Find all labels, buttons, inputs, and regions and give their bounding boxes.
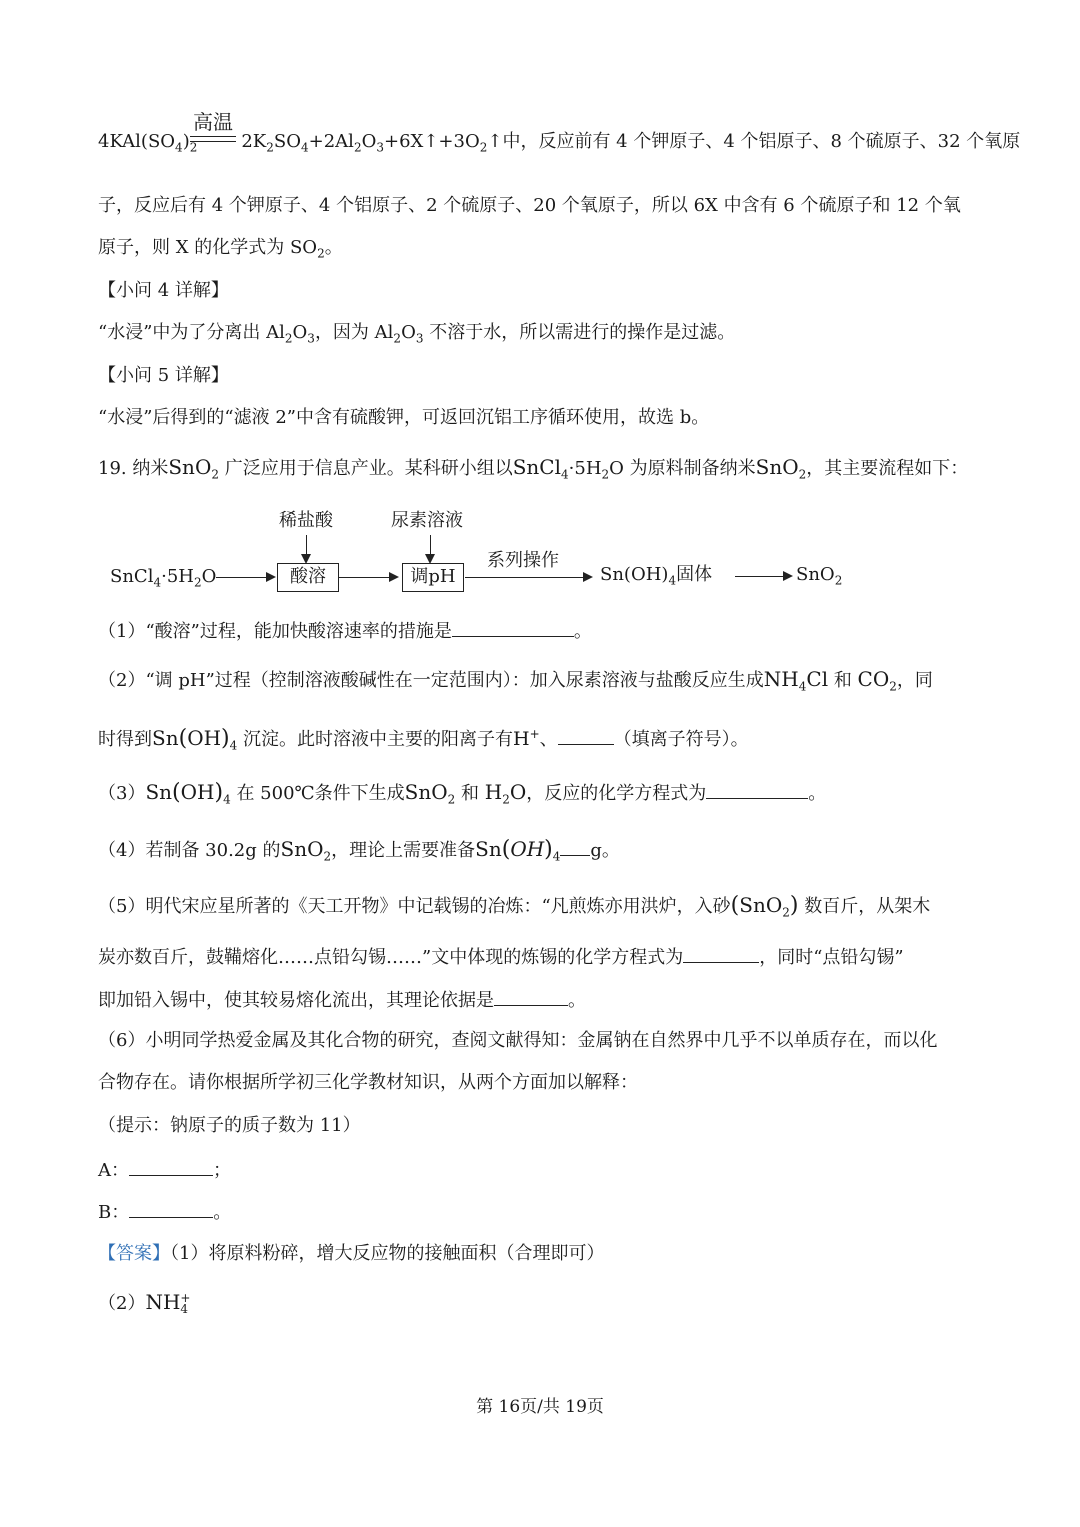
flow-arrow-3-line	[465, 577, 585, 578]
answer-blank-4[interactable]	[560, 837, 590, 856]
q4-heading: 【小问 4 详解】	[98, 280, 229, 301]
question-6-line-1: （6）小明同学热爱金属及其化合物的研究，查阅文献得知：金属钠在自然界中几乎不以单质存在，而以化	[98, 1030, 938, 1051]
answer-blank-5a[interactable]	[683, 944, 759, 963]
flow-final-product: SnO$_2$	[796, 564, 843, 588]
answer-tag: 【答案】	[98, 1243, 170, 1264]
answer-blank-6b[interactable]	[129, 1199, 213, 1218]
question-3: $(3)Sn(OH)_4$ 在 500℃条件下生成SnO$_2$ 和 $H_2O$，反应的化学方程式为 。	[98, 780, 827, 807]
flow-start-material: $SnCl_4\cdot 5H_2O$	[110, 566, 217, 590]
q19-intro: 19. 纳米SnO$_2$ 广泛应用于信息产业。某科研小组以$SnCl_4\cdot 5H_2O$ 为原料制备纳米SnO$_2$，其主要流程如下：	[98, 455, 969, 482]
flow-box-adjust-ph: 调pH	[402, 563, 464, 592]
flow-input-1-label: 稀盐酸	[279, 510, 333, 531]
answer-blank-6a[interactable]	[129, 1157, 213, 1176]
question-5-line-2: 炭亦数百斤，鼓鞴熔化……点铅勾锡……”文中体现的炼锡的化学方程式为 ，同时“点铅勾锡”	[98, 944, 904, 970]
explanation-line-3: 原子，则 X 的化学式为 $SO_2$。	[98, 237, 343, 261]
flow-arrow-4-head	[783, 571, 793, 581]
answer-blank-2[interactable]	[558, 726, 614, 745]
question-5-line-3: 即加铅入锡中，使其较易熔化流出，其理论依据是 。	[98, 987, 586, 1013]
q5-explanation: “水浸”后得到的“滤液 2”中含有硫酸钾，可返回沉铝工序循环使用，故选 b。	[98, 407, 710, 428]
reaction-condition: 高温	[193, 110, 233, 134]
question-2-line-1: （2）“调 pH”过程（控制溶液酸碱性在一定范围内）：加入尿素溶液与盐酸反应生成$NH_4Cl$ 和 $CO_2$，同	[98, 667, 933, 694]
page-footer: 第 16页/共 19页	[476, 1397, 604, 1417]
question-1: （1）“酸溶”过程，能加快酸溶速率的措施是 。	[98, 618, 592, 644]
question-5-line-1: （5）明代宋应星所著的《天工开物》中记载锡的冶炼：“凡煎炼亦用洪炉，入砂(SnO$_2$) 数百斤，从架木	[98, 893, 931, 920]
flow-arrow-3-head	[583, 572, 593, 582]
flow-arrow-1-line	[216, 577, 268, 578]
answer-blank-3[interactable]	[706, 780, 808, 799]
q5-heading: 【小问 5 详解】	[98, 365, 229, 386]
explanation-line-2: 子，反应后有 4 个钾原子、4 个铝原子、2 个硫原子、20 个氧原子，所以 6X 中含有 6 个硫原子和 12 个氧	[98, 195, 961, 216]
flow-box-acid-dissolve: 酸溶	[277, 563, 339, 592]
question-6-line-2: 合物存在。请你根据所学初三化学教材知识，从两个方面加以解释：	[98, 1072, 638, 1093]
flow-input-2-label: 尿素溶液	[391, 510, 463, 531]
question-6-answer-b: B： 。	[98, 1199, 231, 1225]
answer-blank-1[interactable]	[452, 618, 574, 637]
flow-arrow-4-line	[735, 576, 785, 577]
equation-line: $4KAl(SO_4)_2$ $2K_2SO_4+2Al_2O_3+6X↑+3O_2↑$中，反应前有 4 个钾原子、4 个铝原子、8 个硫原子、32 个氧原	[98, 131, 1021, 155]
flow-arrow-2-head	[389, 572, 399, 582]
question-6-answer-a: A： ；	[98, 1157, 231, 1183]
question-4: （4）若制备 30.2g 的SnO$_2$，理论上需要准备$Sn(OH)_4$ g。	[98, 837, 620, 864]
flow-arrow-2-line	[339, 577, 391, 578]
answer-blank-5b[interactable]	[494, 987, 568, 1006]
flow-product: $Sn(OH)_4$固体	[600, 564, 713, 588]
answer-1: 【答案】（1）将原料粉碎，增大反应物的接触面积（合理即可）	[98, 1243, 605, 1264]
question-6-hint: （提示：钠原子的质子数为 11）	[98, 1115, 361, 1136]
q4-explanation: “水浸”中为了分离出 $Al_2O_3$，因为 $Al_2O_3$ 不溶于水，所以需进行的操作是过滤。	[98, 322, 736, 346]
answer-2: （2）NH + 4	[98, 1290, 191, 1316]
question-2-line-2: 时得到$Sn(OH)_4$ 沉淀。此时溶液中主要的阳离子有H+、 （填离子符号）。	[98, 726, 749, 753]
flow-arrow-1-head	[266, 572, 276, 582]
flow-arrow-label: 系列操作	[487, 550, 559, 571]
